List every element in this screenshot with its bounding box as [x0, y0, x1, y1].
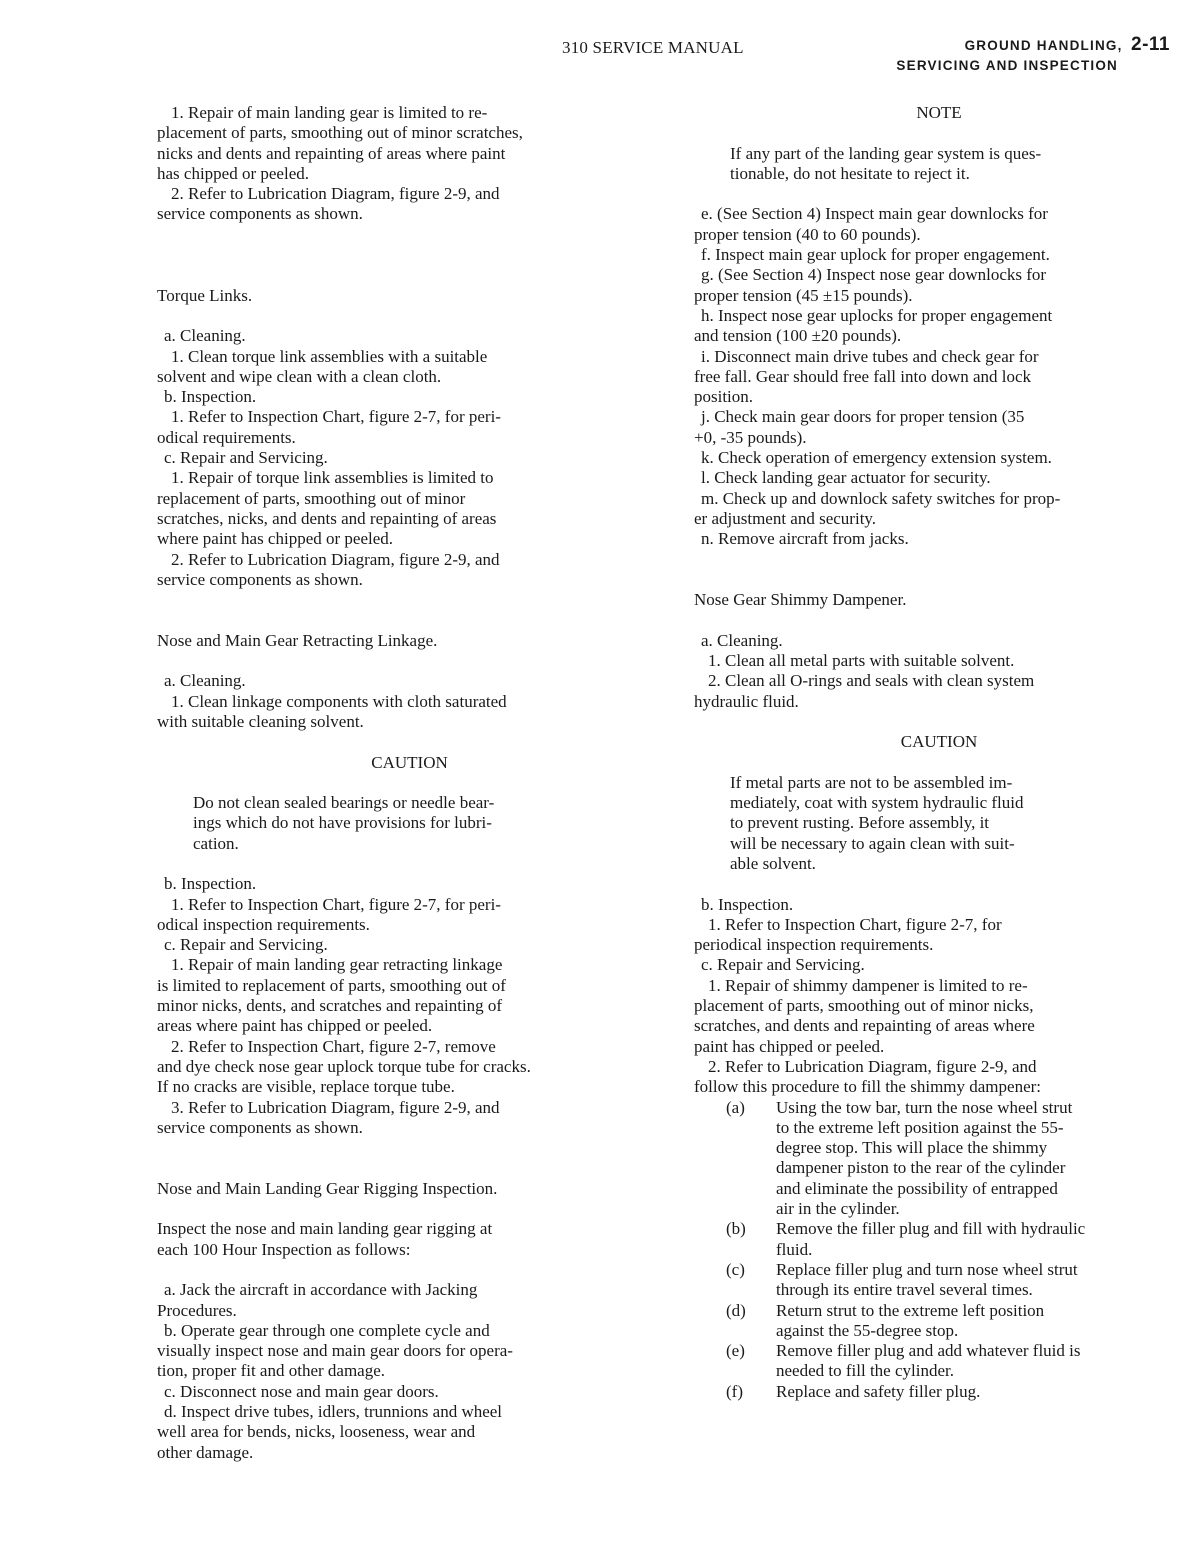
section-header	[896, 34, 1170, 73]
section-title-line1: GROUND HANDLING,	[964, 38, 1123, 53]
text-line: g. (See Section 4) Inspect nose gear downlocks for	[701, 265, 1047, 285]
step-label: (e)	[726, 1341, 745, 1361]
text-line: f. Inspect main gear uplock for proper engagement.	[701, 245, 1050, 265]
text-line: l. Check landing gear actuator for security.	[701, 468, 991, 488]
text-line: b. Operate gear through one complete cycle and	[164, 1320, 490, 1340]
text-line: 3. Refer to Lubrication Diagram, figure 2-9, and	[171, 1097, 500, 1117]
callout-text-line: able solvent.	[730, 853, 816, 873]
text-line: j. Check main gear doors for proper tension (35	[701, 407, 1025, 427]
text-line: 1. Refer to Inspection Chart, figure 2-7, for peri-	[171, 407, 501, 427]
text-line: each 100 Hour Inspection as follows:	[157, 1239, 411, 1259]
step-text-line: Replace and safety filler plug.	[776, 1381, 981, 1401]
callout-text-line: If any part of the landing gear system is ques-	[730, 143, 1042, 163]
text-line: free fall. Gear should free fall into down and lock	[694, 366, 1032, 386]
text-line: a. Cleaning.	[164, 326, 246, 346]
text-line: replacement of parts, smoothing out of minor	[157, 488, 466, 508]
text-line: 1. Refer to Inspection Chart, figure 2-7, for	[708, 914, 1002, 934]
text-line: c. Disconnect nose and main gear doors.	[164, 1381, 439, 1401]
page-number: 2-11	[1131, 34, 1170, 55]
step-text	[776, 1382, 1184, 1402]
text-line: placement of parts, smoothing out of minor scratches,	[157, 123, 523, 143]
spacer	[694, 610, 1184, 630]
spacer	[694, 550, 1184, 591]
text-line: If no cracks are visible, replace torque tube.	[157, 1077, 455, 1097]
text-line: 1. Repair of shimmy dampener is limited to re-	[708, 975, 1028, 995]
text-line: Nose and Main Landing Gear Rigging Inspection.	[157, 1178, 498, 1198]
procedure-step	[694, 1341, 1184, 1382]
spacer	[157, 732, 662, 752]
text-line: b. Inspection.	[701, 894, 794, 914]
callout-heading: CAUTION	[900, 732, 978, 752]
step-text	[776, 1260, 1184, 1301]
text-line: 2. Refer to Lubrication Diagram, figure 2-9, and	[171, 184, 500, 204]
callout-text-line: Do not clean sealed bearings or needle bear-	[193, 793, 495, 813]
callout-text-line: ings which do not have provisions for lubri-	[193, 813, 492, 833]
step-label: (a)	[726, 1097, 745, 1117]
text-line: odical inspection requirements.	[157, 914, 370, 934]
spacer	[694, 184, 1184, 204]
text-line: b. Inspection.	[164, 387, 257, 407]
spacer	[157, 265, 662, 285]
text-line: er adjustment and security.	[694, 508, 877, 528]
text-line: areas where paint has chipped or peeled.	[157, 1016, 433, 1036]
text-line: and dye check nose gear uplock torque tube for cracks.	[157, 1056, 531, 1076]
step-text-line: needed to fill the cylinder.	[776, 1361, 954, 1381]
text-line: a. Cleaning.	[701, 630, 783, 650]
callout-text-line: mediately, coat with system hydraulic fluid	[730, 793, 1024, 813]
text-line: Nose and Main Gear Retracting Linkage.	[157, 630, 438, 650]
step-text-line: air in the cylinder.	[776, 1199, 900, 1219]
spacer	[157, 1199, 662, 1219]
callout-text-line: will be necessary to again clean with suit-	[730, 833, 1015, 853]
text-line: 1. Repair of main landing gear is limited to re-	[171, 103, 488, 122]
step-text	[776, 1219, 1184, 1260]
text-line: position.	[694, 387, 754, 407]
text-line: a. Cleaning.	[164, 671, 246, 691]
text-line: c. Repair and Servicing.	[164, 935, 328, 955]
text-line: c. Repair and Servicing.	[701, 955, 865, 975]
step-text-line: and eliminate the possibility of entrapped	[776, 1178, 1058, 1198]
procedure-step	[694, 1382, 1184, 1402]
text-line: where paint has chipped or peeled.	[157, 529, 394, 549]
spacer	[157, 1138, 662, 1179]
spacer	[694, 874, 1184, 894]
right-column	[694, 103, 1184, 1402]
callout-text-line: cation.	[193, 833, 239, 853]
step-text-line: degree stop. This will place the shimmy	[776, 1138, 1048, 1158]
text-line: proper tension (40 to 60 pounds).	[694, 224, 921, 244]
text-line: scratches, and dents and repainting of areas where	[694, 1016, 1035, 1036]
callout-text-line: If metal parts are not to be assembled im-	[730, 772, 1013, 792]
text-line: proper tension (45 ±15 pounds).	[694, 285, 913, 305]
step-text-line: through its entire travel several times.	[776, 1280, 1033, 1300]
spacer	[157, 773, 662, 793]
procedure-step	[694, 1098, 1184, 1220]
spacer	[157, 306, 662, 326]
text-line: h. Inspect nose gear uplocks for proper engagement	[701, 305, 1053, 325]
text-line: 2. Refer to Inspection Chart, figure 2-7, remove	[171, 1036, 496, 1056]
step-label: (c)	[726, 1259, 745, 1279]
text-line: 1. Clean all metal parts with suitable solvent.	[708, 651, 1015, 671]
text-line: minor nicks, dents, and scratches and repainting of	[157, 996, 503, 1016]
text-line: odical requirements.	[157, 427, 296, 447]
spacer	[157, 590, 662, 631]
text-line: nicks and dents and repainting of areas where paint	[157, 143, 506, 163]
text-line: 1. Repair of torque link assemblies is limited to	[171, 468, 494, 488]
text-line: with suitable cleaning solvent.	[157, 711, 364, 731]
text-line: service components as shown.	[157, 1117, 363, 1137]
text-line: n. Remove aircraft from jacks.	[701, 529, 909, 549]
step-text-line: against the 55-degree stop.	[776, 1320, 959, 1340]
step-text-line: fluid.	[776, 1239, 813, 1259]
step-label: (d)	[726, 1300, 746, 1320]
step-text-line: Remove filler plug and add whatever fluid is	[776, 1341, 1081, 1361]
text-line: other damage.	[157, 1442, 254, 1462]
text-line: 2. Clean all O-rings and seals with clean system	[708, 671, 1035, 691]
text-line: 1. Refer to Inspection Chart, figure 2-7, for peri-	[171, 894, 501, 914]
left-column	[157, 103, 662, 1463]
step-text-line: Return strut to the extreme left position	[776, 1300, 1045, 1320]
step-text-line: dampener piston to the rear of the cylinder	[776, 1158, 1066, 1178]
text-line: 2. Refer to Lubrication Diagram, figure 2-9, and	[171, 549, 500, 569]
text-line: paint has chipped or peeled.	[694, 1036, 885, 1056]
text-line: hydraulic fluid.	[694, 691, 799, 711]
step-text-line: Using the tow bar, turn the nose wheel strut	[776, 1097, 1073, 1117]
text-line: 1. Clean torque link assemblies with a suitable	[171, 346, 488, 366]
step-label: (b)	[726, 1219, 746, 1239]
step-text-line: Remove the filler plug and fill with hydraulic	[776, 1219, 1086, 1239]
callout-text-line: to prevent rusting. Before assembly, it	[730, 813, 990, 833]
step-label: (f)	[726, 1381, 743, 1401]
text-line: a. Jack the aircraft in accordance with Jacking	[164, 1280, 478, 1300]
text-line: service components as shown.	[157, 204, 363, 224]
step-text-line: to the extreme left position against the 55-	[776, 1117, 1064, 1137]
text-line: solvent and wipe clean with a clean cloth.	[157, 366, 442, 386]
text-line: and tension (100 ±20 pounds).	[694, 326, 902, 346]
procedure-step	[694, 1260, 1184, 1301]
text-line: scratches, nicks, and dents and repainting of areas	[157, 508, 497, 528]
spacer	[694, 712, 1184, 732]
text-line: e. (See Section 4) Inspect main gear downlocks for	[701, 204, 1048, 224]
text-line: i. Disconnect main drive tubes and check gear for	[701, 346, 1039, 366]
text-line: Procedures.	[157, 1300, 237, 1320]
text-line: Inspect the nose and main landing gear rigging at	[157, 1219, 493, 1239]
spacer	[694, 123, 1184, 143]
text-line: follow this procedure to fill the shimmy dampener:	[694, 1077, 1042, 1097]
callout-heading: CAUTION	[371, 752, 448, 772]
text-line: +0, -35 pounds).	[694, 427, 807, 447]
text-line: b. Inspection.	[164, 874, 257, 894]
spacer	[157, 651, 662, 671]
text-line: periodical inspection requirements.	[694, 935, 934, 955]
text-line: 1. Clean linkage components with cloth saturated	[171, 691, 507, 711]
procedure-step	[694, 1219, 1184, 1260]
text-line: c. Repair and Servicing.	[164, 448, 328, 468]
text-line: Torque Links.	[157, 285, 253, 305]
spacer	[694, 753, 1184, 773]
text-line: 2. Refer to Lubrication Diagram, figure 2-9, and	[708, 1056, 1037, 1076]
step-text-line: Replace filler plug and turn nose wheel strut	[776, 1259, 1078, 1279]
section-title-line2: SERVICING AND INSPECTION	[896, 58, 1118, 73]
text-line: visually inspect nose and main gear doors for opera-	[157, 1341, 513, 1361]
text-line: placement of parts, smoothing out of minor nicks,	[694, 996, 1034, 1016]
text-line: is limited to replacement of parts, smoothing out of	[157, 975, 506, 995]
manual-title: 310 SERVICE MANUAL	[562, 38, 744, 57]
text-line: service components as shown.	[157, 569, 363, 589]
procedure-step	[694, 1301, 1184, 1342]
spacer	[157, 854, 662, 874]
step-text	[776, 1098, 1184, 1220]
spacer	[157, 225, 662, 266]
text-line: Nose Gear Shimmy Dampener.	[694, 590, 907, 610]
text-line: well area for bends, nicks, looseness, wear and	[157, 1422, 476, 1442]
text-line: has chipped or peeled.	[157, 163, 309, 183]
text-line: 1. Repair of main landing gear retracting linkage	[171, 955, 503, 975]
text-line: d. Inspect drive tubes, idlers, trunnions and wheel	[164, 1402, 503, 1421]
text-line: tion, proper fit and other damage.	[157, 1361, 386, 1381]
callout-heading: NOTE	[916, 103, 962, 122]
step-text	[776, 1301, 1184, 1342]
spacer	[157, 1260, 662, 1280]
text-line: k. Check operation of emergency extension system.	[701, 448, 1052, 468]
text-line: m. Check up and downlock safety switches for prop-	[701, 488, 1061, 508]
step-text	[776, 1341, 1184, 1382]
callout-text-line: tionable, do not hesitate to reject it.	[730, 163, 970, 183]
